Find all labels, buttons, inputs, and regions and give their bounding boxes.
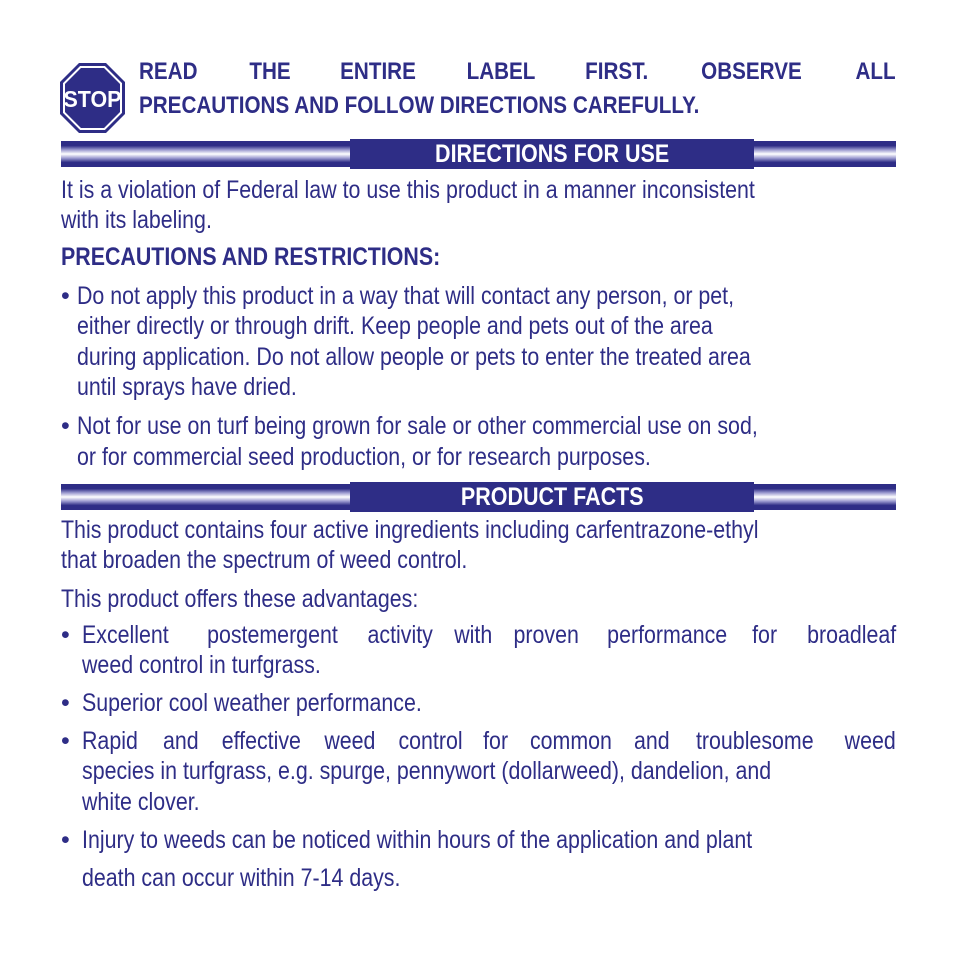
advantage-4-line-2: death can occur within 7-14 days. <box>82 864 401 892</box>
warning-word: ALL <box>855 58 896 85</box>
precaution-2-line-2: or for commercial seed production, or for research purposes. <box>77 443 651 471</box>
warning-line-1 <box>139 57 896 87</box>
warning-word: THE <box>249 58 291 85</box>
advantage-1-line-2: weed control in turfgrass. <box>82 651 321 679</box>
warning-text: PRECAUTIONS AND FOLLOW DIRECTIONS CAREFULLY. <box>139 92 700 119</box>
bullet-marker: • <box>61 826 70 854</box>
warning-word: OBSERVE <box>701 58 802 85</box>
advantage-3-line-1: Rapid and effective weed control for common and troublesome weed <box>82 727 896 755</box>
bullet-marker: • <box>61 689 70 717</box>
warning-word: ENTIRE <box>339 58 416 85</box>
warning-line-2 <box>139 91 896 121</box>
precautions-heading: PRECAUTIONS AND RESTRICTIONS: <box>61 243 441 271</box>
section-bar-directions <box>61 139 896 169</box>
bullet-marker: • <box>61 282 70 310</box>
warning-word: LABEL <box>466 58 536 85</box>
section-heading-facts: PRODUCT FACTS <box>350 482 754 512</box>
precaution-2-line-1: Not for use on turf being grown for sale or other commercial use on sod, <box>77 412 758 440</box>
bullet-marker: • <box>61 727 70 755</box>
section-bar-facts <box>61 482 896 512</box>
warning-word: FIRST. <box>585 58 649 85</box>
facts-intro-line-1: This product contains four active ingredients including carfentrazone-ethyl <box>61 516 759 544</box>
advantage-3-line-2: species in turfgrass, e.g. spurge, pennywort (dollarweed), dandelion, and <box>82 757 772 785</box>
bullet-marker: • <box>61 412 70 440</box>
advantage-2: Superior cool weather performance. <box>82 689 422 717</box>
stop-sign-text: STOP <box>63 86 122 112</box>
advantages-intro: This product offers these advantages: <box>61 585 419 613</box>
advantage-3-line-3: white clover. <box>82 788 200 816</box>
violation-text-line-2: with its labeling. <box>61 206 212 234</box>
advantage-1-line-1: Excellent postemergent activity with proven performance for broadleaf <box>82 621 896 649</box>
stop-sign-icon <box>59 62 126 134</box>
precaution-1-line-3: during application. Do not allow people or pets to enter the treated area <box>77 343 751 371</box>
precaution-1-line-1: Do not apply this product in a way that will contact any person, or pet, <box>77 282 735 310</box>
precaution-1-line-4: until sprays have dried. <box>77 373 297 401</box>
facts-intro-line-2: that broaden the spectrum of weed control. <box>61 546 468 574</box>
section-heading-directions: DIRECTIONS FOR USE <box>350 139 754 169</box>
violation-text-line-1: It is a violation of Federal law to use this product in a manner inconsistent <box>61 176 755 204</box>
bullet-marker: • <box>61 621 70 649</box>
precaution-1-line-2: either directly or through drift. Keep people and pets out of the area <box>77 312 713 340</box>
advantage-4-line-1: Injury to weeds can be noticed within hours of the application and plant <box>82 826 753 854</box>
warning-word: READ <box>139 58 198 85</box>
